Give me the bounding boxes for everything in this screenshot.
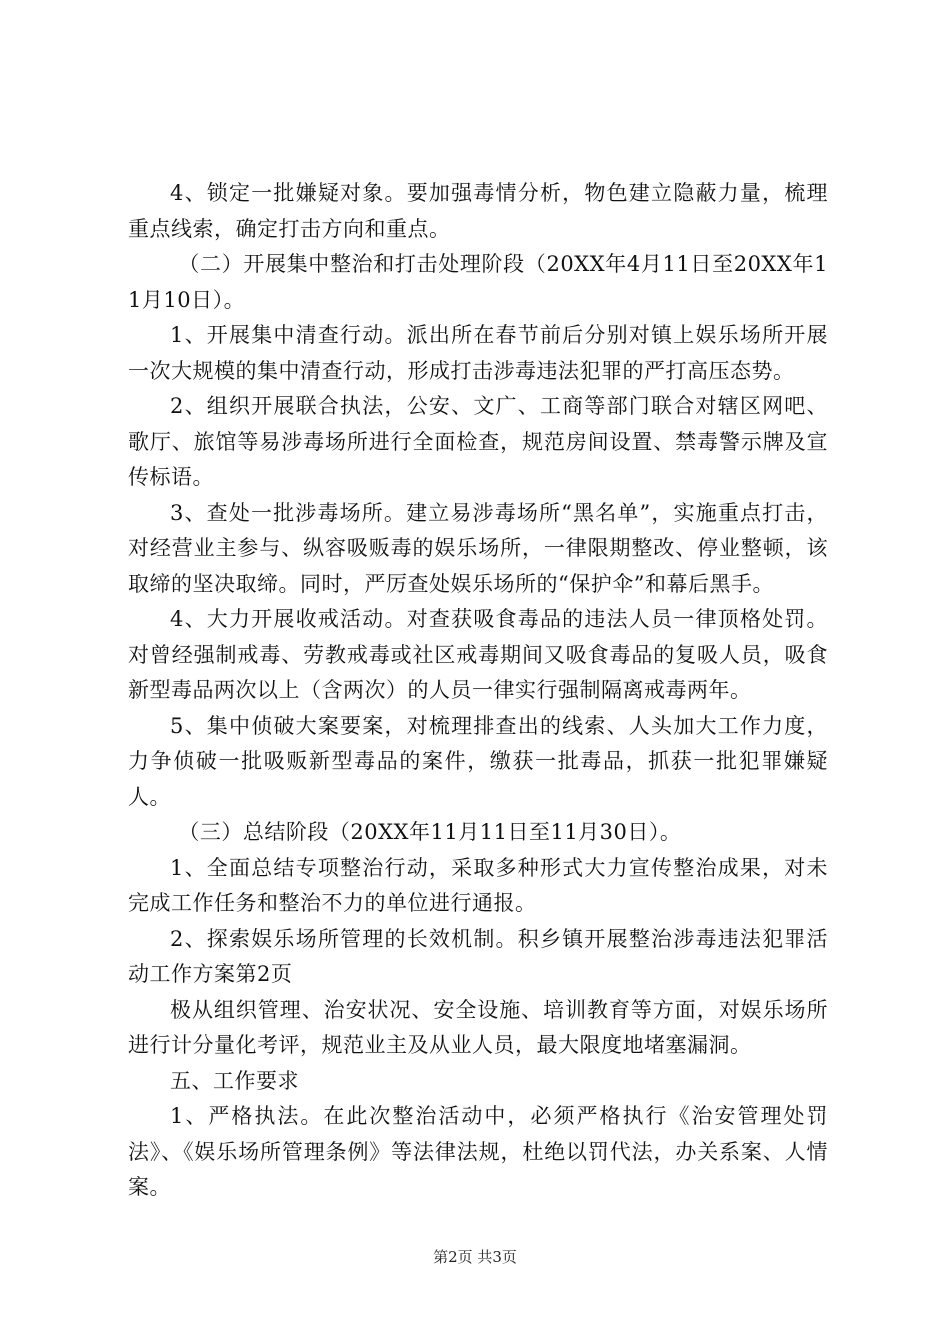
paragraph-item-2-joint-enforcement: 2、组织开展联合执法，公安、文广、工商等部门联合对辖区网吧、歌厅、旅馆等易涉毒场所进行全面检查，规范房间设置、禁毒警示牌及宣传标语。: [128, 394, 828, 489]
paragraph-continuation: 极从组织管理、治安状况、安全设施、培训教育等方面，对娱乐场所进行计分量化考评，规范业主及从业人员，最大限度地堵塞漏洞。: [128, 997, 828, 1057]
paragraph-item-1-summary: 1、全面总结专项整治行动，采取多种形式大力宣传整治成果，对未完成工作任务和整治不力的单位进行通报。: [128, 855, 828, 915]
paragraph-item-1-strict-enforcement: 1、严格执法。在此次整治活动中，必须严格执行《治安管理处罚法》、《娱乐场所管理条例》等法律法规，杜绝以罚代法，办关系案、人情案。: [128, 1104, 828, 1199]
paragraph-item-4-suspects: 4、锁定一批嫌疑对象。要加强毒情分析，物色建立隐蔽力量，梳理重点线索，确定打击方向和重点。: [128, 181, 828, 241]
document-body: [128, 176, 828, 1206]
paragraph-item-1-inspection: 1、开展集中清查行动。派出所在春节前后分别对镇上娱乐场所开展一次大规模的集中清查行动，形成打击涉毒违法犯罪的严打高压态势。: [128, 323, 828, 383]
section-heading-requirements: 五、工作要求: [170, 1068, 299, 1093]
paragraph-item-3-venues: 3、查处一批涉毒场所。建立易涉毒场所“黑名单”，实施重点打击，对经营业主参与、纵容吸贩毒的娱乐场所，一律限期整改、停业整顿，该取缔的坚决取缔。同时，严厉查处娱乐场所的“保护伞”和幕后黑手。: [128, 500, 828, 596]
paragraph-item-5-major-cases: 5、集中侦破大案要案，对梳理排查出的线索、人头加大工作力度，力争侦破一批吸贩新型毒品的案件，缴获一批毒品，抓获一批犯罪嫌疑人。: [128, 713, 828, 809]
section-heading-phase-2: （二）开展集中整治和打击处理阶段（20XX年4月11日至20XX年11月10日）。: [128, 252, 828, 312]
paragraph-item-4-rehab: 4、大力开展收戒活动。对查获吸食毒品的违法人员一律顶格处罚。对曾经强制戒毒、劳教戒毒或社区戒毒期间又吸食毒品的复吸人员，吸食新型毒品两次以上（含两次）的人员一律实行强制隔离戒毒两年。: [128, 607, 828, 702]
page-footer: 第2页 共3页: [433, 1248, 517, 1266]
section-heading-phase-3: （三）总结阶段（20XX年11月11日至11月30日）。: [178, 820, 682, 844]
paragraph-item-2-mechanism: 2、探索娱乐场所管理的长效机制。积乡镇开展整治涉毒违法犯罪活动工作方案第2页: [128, 926, 828, 986]
